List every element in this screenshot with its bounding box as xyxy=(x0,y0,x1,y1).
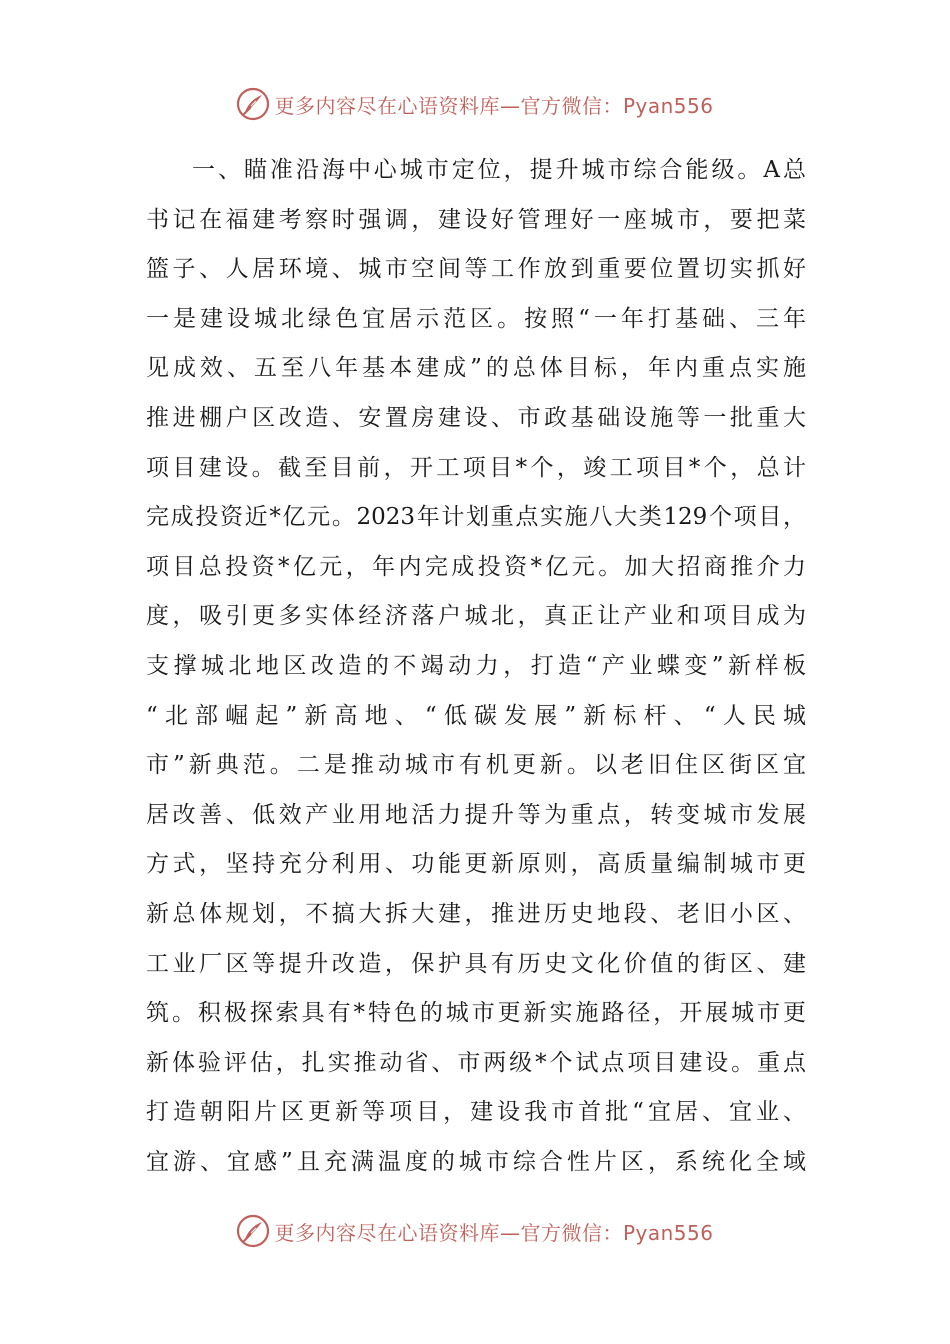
header-watermark xyxy=(0,84,950,124)
paragraph-line: 打造朝阳片区更新等项目，建设我市首批“宜居、宜业、 xyxy=(146,1099,806,1126)
footer-watermark xyxy=(0,1211,950,1251)
paragraph-line: 新总体规划，不搞大拆大建，推进历史地段、老旧小区、 xyxy=(146,900,806,927)
paragraph-line: 书记在福建考察时强调，建设好管理好一座城市，要把菜 xyxy=(146,206,806,233)
paragraph-line: 宜游、宜感”且充满温度的城市综合性片区，系统化全域 xyxy=(146,1148,806,1175)
feather-pen-logo-icon xyxy=(236,1214,270,1248)
paragraph-line: 方式，坚持充分利用、功能更新原则，高质量编制城市更 xyxy=(146,851,806,878)
paragraph-line: 篮子、人居环境、城市空间等工作放到重要位置切实抓好 xyxy=(146,256,806,283)
document-body xyxy=(146,146,806,1187)
paragraph-line: 推进棚户区改造、安置房建设、市政基础设施等一批重大 xyxy=(146,404,806,431)
paragraph-line: 度，吸引更多实体经济落户城北，真正让产业和项目成为 xyxy=(146,603,806,630)
header-watermark-text: 更多内容尽在心语资料库—官方微信：Pyan556 xyxy=(274,93,714,118)
paragraph-line: 新体验评估，扎实推动省、市两级*个试点项目建设。重点 xyxy=(146,1049,806,1076)
paragraph-line: 一是建设城北绿色宜居示范区。按照“一年打基础、三年 xyxy=(146,305,806,332)
paragraph-line: “北部崛起”新高地、“低碳发展”新标杆、“人民城 xyxy=(146,702,806,729)
paragraph-line: 市”新典范。二是推动城市有机更新。以老旧住区街区宜 xyxy=(146,752,806,779)
paragraph-line: 工业厂区等提升改造，保护具有历史文化价值的街区、建 xyxy=(146,950,806,977)
paragraph-line: 居改善、低效产业用地活力提升等为重点，转变城市发展 xyxy=(146,801,806,828)
paragraph-line: 项目总投资*亿元，年内完成投资*亿元。加大招商推介力 xyxy=(146,553,806,580)
paragraph-line: 见成效、五至八年基本建成”的总体目标，年内重点实施 xyxy=(146,355,806,382)
paragraph-line: 支撑城北地区改造的不竭动力，打造“产业蝶变”新样板 xyxy=(146,652,806,679)
footer-watermark-text: 更多内容尽在心语资料库—官方微信：Pyan556 xyxy=(274,1220,714,1245)
feather-pen-logo-icon xyxy=(236,87,270,121)
paragraph-line: 完成投资近*亿元。2023年计划重点实施八大类129个项目， xyxy=(146,504,806,531)
paragraph-line: 一、瞄准沿海中心城市定位，提升城市综合能级。A总 xyxy=(192,157,806,183)
paragraph-line: 筑。积极探索具有*特色的城市更新实施路径，开展城市更 xyxy=(146,1000,806,1027)
paragraph-line: 项目建设。截至目前，开工项目*个，竣工项目*个，总计 xyxy=(146,454,806,481)
